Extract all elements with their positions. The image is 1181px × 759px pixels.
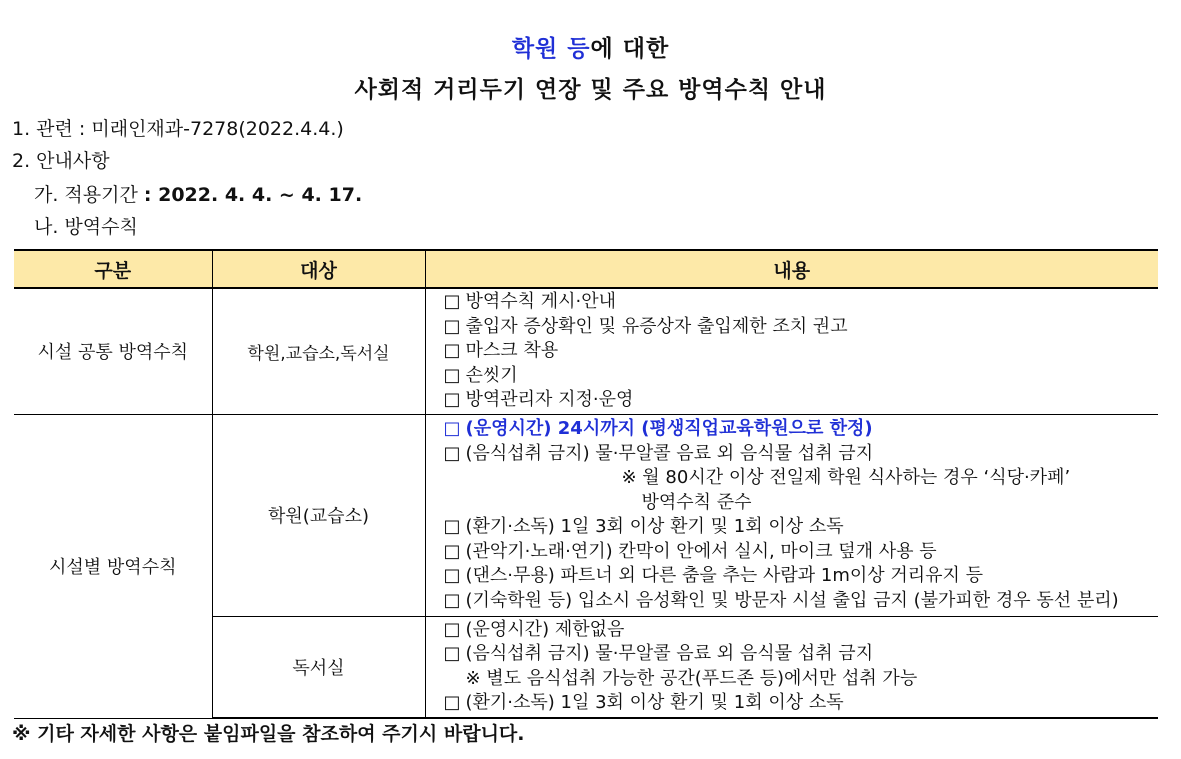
row-content [425,414,1158,616]
row-target: 학원,교습소,독서실 [212,288,425,414]
header-content: 내용 [425,250,1158,288]
list-item: □ (댄스·무용) 파트너 외 다른 춤을 추는 사람과 1m이상 거리유지 등 [444,564,1159,589]
row-category: 시설 공통 방역수칙 [14,288,212,414]
list-item: □ 방역관리자 지정·운영 [444,388,1159,413]
row-category: 시설별 방역수칙 [14,414,212,718]
list-item: □ (환기·소독) 1일 3회 이상 환기 및 1회 이상 소독 [444,515,1159,540]
list-item-highlight: □ (운영시간) 24시까지 (평생직업교육학원으로 한정) [444,417,1159,442]
list-item: □ (음식섭취 금지) 물·무알콜 음료 외 음식물 섭취 금지 [444,642,1159,667]
list-item: □ 마스크 착용 [444,339,1159,364]
checkbox-square-icon: □ [443,565,461,586]
title-highlight: 학원 등 [511,36,591,62]
period-value: : 2022. 4. 4. ~ 4. 17. [143,184,363,206]
checkbox-square-icon: □ [443,618,461,640]
list-item: □ (환기·소독) 1일 3회 이상 환기 및 1회 이상 소독 [444,691,1159,716]
checkbox-square-icon: □ [443,442,461,464]
checkbox-square-icon: □ [443,516,461,537]
checkbox-square-icon: □ [443,389,461,410]
checkbox-square-icon: □ [443,418,461,439]
document-title-line1 [0,30,1181,63]
checkbox-square-icon: □ [443,692,461,714]
intro-item-related: 1. 관련 : 미래인재과-7278(2022.4.4.) [12,118,344,140]
footer-note: ※ 기타 자세한 사항은 붙임파일을 참조하여 주기시 바랍니다. [12,723,525,745]
header-target: 대상 [212,250,425,288]
list-item: □ (기숙학원 등) 입소시 음성확인 및 방문자 시설 출입 금지 (불가피한 경우 동선 분리) [444,589,1159,614]
rules-table [14,249,1158,719]
list-item: □ (관악기·노래·연기) 칸막이 안에서 실시, 마이크 덮개 사용 등 [444,540,1159,565]
list-item: □ 방역수칙 게시·안내 [444,290,1159,315]
row-target: 독서실 [212,616,425,718]
checkbox-square-icon: □ [443,589,461,611]
row-content [425,616,1158,718]
title-rest: 에 대한 [590,36,670,62]
list-item: □ 손씻기 [444,364,1159,389]
checkbox-square-icon: □ [443,364,461,386]
list-item: □ 출입자 증상확인 및 유증상자 출입제한 조치 권고 [444,315,1159,340]
intro-item-guidance: 2. 안내사항 [12,150,110,172]
note-text: ※ 월 80시간 이상 전일제 학원 식사하는 경우 ‘식당·카페’ [621,467,1071,488]
checkbox-square-icon: □ [443,315,461,337]
checkbox-square-icon: □ [443,643,461,665]
row-target: 학원(교습소) [212,414,425,616]
list-item: □ (음식섭취 금지) 물·무알콜 음료 외 음식물 섭취 금지 [444,442,1159,467]
checkbox-square-icon: □ [443,340,461,361]
list-item: □ (운영시간) 제한없음 [444,618,1159,643]
intro-period [34,180,362,207]
note-text: ※ 별도 음식섭취 가능한 공간(푸드존 등)에서만 섭취 가능 [465,667,918,689]
checkbox-square-icon: □ [443,540,461,562]
checkbox-square-icon: □ [443,291,461,312]
table-header-row [14,250,1158,288]
row-content [425,288,1158,414]
table-row [14,414,1158,616]
note-text: 방역수칙 준수 [641,491,752,513]
period-label: 가. 적용기간 [34,184,144,206]
intro-rules-label: 나. 방역수칙 [34,216,138,238]
header-category: 구분 [14,250,212,288]
table-row [14,288,1158,414]
document-title-line2: 사회적 거리두기 연장 및 주요 방역수칙 안내 [354,77,827,103]
